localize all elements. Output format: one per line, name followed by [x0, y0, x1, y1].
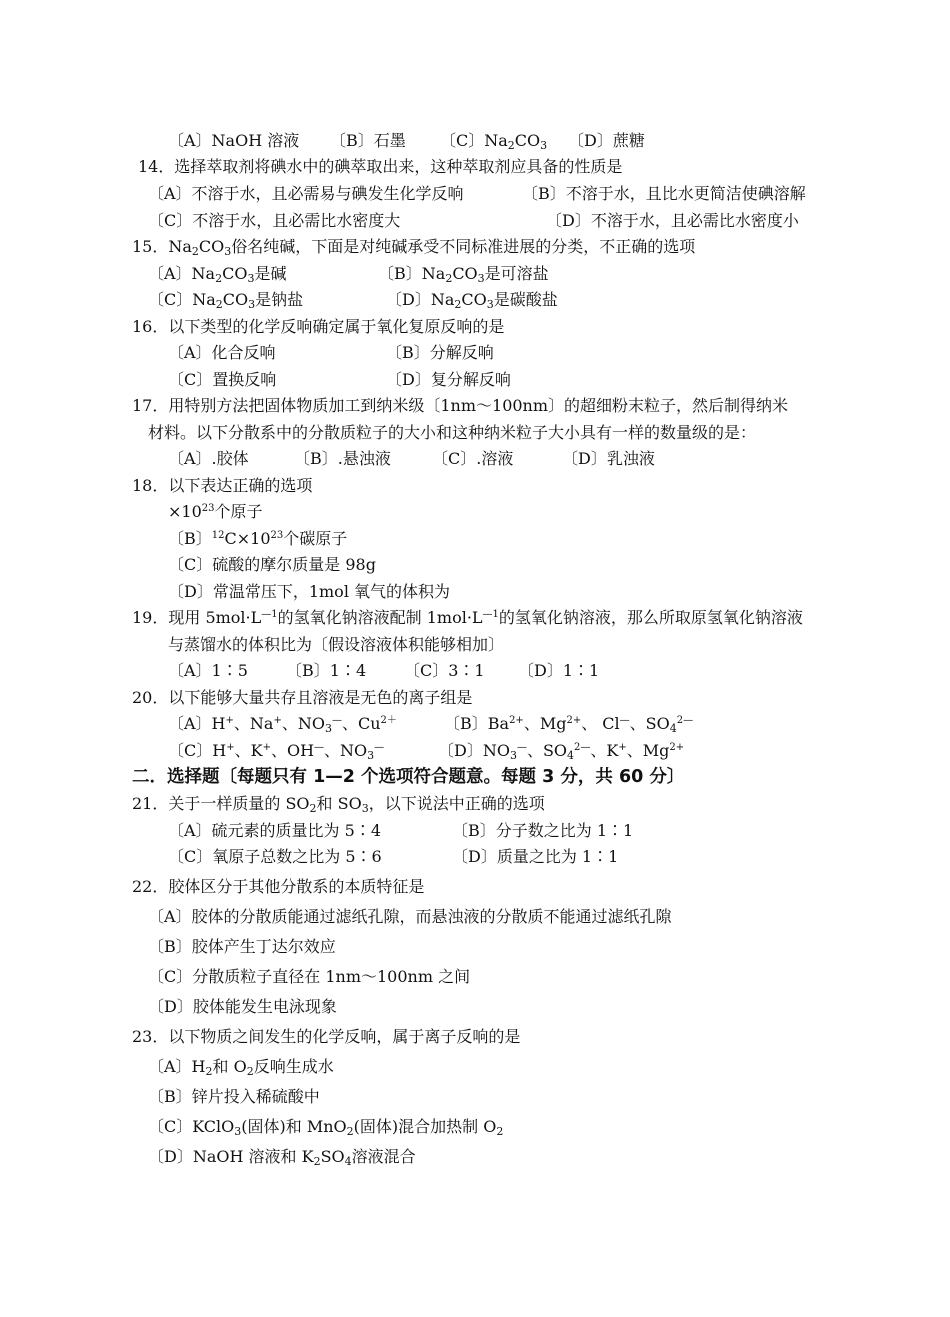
q16-option-d: 〔D〕复分解反响 — [386, 370, 511, 389]
q21-option-d: 〔D〕质量之比为 1∶1 — [452, 847, 619, 866]
q19-option-a: 〔A〕1∶5 — [168, 661, 248, 680]
q21-stem: 21．关于一样质量的 $SO_2$和 $SO_3$，以下说法中正确的选项 — [132, 794, 545, 815]
q20-option-b: 〔B〕$Ba^{2+}$、$Mg^{2+}$、 Cl—、$SO_4^{2—}$ — [444, 714, 694, 735]
q23-option-b: 〔B〕锌片投入稀硫酸中 — [148, 1087, 320, 1106]
q14-stem: 14．选择萃取剂将碘水中的碘萃取出来，这种萃取剂应具备的性质是 — [138, 157, 623, 176]
q19-option-b: 〔B〕1∶4 — [286, 661, 367, 680]
q21-option-b: 〔B〕分子数之比为 1∶1 — [452, 821, 634, 840]
q15-option-b: 〔B〕$Na_2CO_3$是可溶盐 — [378, 264, 549, 285]
q13-option-a: 〔A〕NaOH 溶液 — [168, 131, 300, 150]
q19-option-c: 〔C〕3∶1 — [404, 661, 485, 680]
q22-stem: 22．胶体区分于其他分散系的本质特征是 — [132, 877, 425, 896]
q20-option-d: 〔D〕$NO_3^—$、$SO_4^{2—}$、K+、$Mg^{2+}$ — [438, 741, 685, 762]
q15-option-a: 〔A〕$Na_2CO_3$是碱 — [148, 264, 287, 285]
q13-option-d: 〔D〕蔗糖 — [568, 131, 645, 150]
q18-option-c: 〔C〕硫酸的摩尔质量是 98g — [168, 555, 376, 574]
q23-option-a: 〔A〕$H_2$和 $O_2$反响生成水 — [148, 1057, 334, 1078]
q17-stem-line2: 材料。以下分散系中的分散质粒子的大小和这种纳米粒子大小具有一样的数量级的是： — [148, 423, 757, 442]
q19-stem-line1: 19．现用 $5mol\cdot L^{—1}$的氢氧化钠溶液配制 $1mol\cdot L^{—1}$的氢氧化钠溶液，那么所取原氢氧化钠溶液 — [132, 608, 803, 627]
q23-option-c: 〔C〕KClO$_3$(固体)和 MnO$_2$(固体)混合加热制 $O_2$ — [148, 1117, 504, 1138]
q21-option-c: 〔C〕氧原子总数之比为 5∶6 — [168, 847, 382, 866]
q16-option-a: 〔A〕化合反响 — [168, 343, 276, 362]
q20-option-c: 〔C〕H+、K+、OH—、$NO_3^—$ — [168, 741, 385, 762]
q16-option-c: 〔C〕置换反响 — [168, 370, 277, 389]
q23-option-d: 〔D〕NaOH 溶液和 $K_2SO_4$溶液混合 — [148, 1147, 416, 1168]
q16-stem: 16．以下类型的化学反响确定属于氧化复原反响的是 — [132, 317, 505, 336]
q14-option-a: 〔A〕不溶于水，且必需易与碘发生化学反响 — [148, 184, 464, 203]
q14-option-b: 〔B〕不溶于水，且比水更简洁使碘溶解 — [522, 184, 806, 203]
q16-option-b: 〔B〕分解反响 — [386, 343, 494, 362]
q15-stem: 15．$Na_2CO_3$俗名纯碱，下面是对纯碱承受不同标准进展的分类，不正确的选项 — [132, 237, 696, 258]
q14-option-d: 〔D〕不溶于水，且必需比水密度小 — [546, 211, 799, 230]
q17-option-c: 〔C〕.溶液 — [432, 449, 514, 468]
q22-option-b: 〔B〕胶体产生丁达尔效应 — [148, 937, 336, 956]
q19-stem-line2: 与蒸馏水的体积比为〔假设溶液体积能够相加〕 — [168, 635, 505, 654]
q13-option-b: 〔B〕石墨 — [330, 131, 406, 150]
q23-stem: 23．以下物质之间发生的化学反响，属于离子反响的是 — [132, 1027, 521, 1046]
q17-option-d: 〔D〕乳浊液 — [562, 449, 655, 468]
section-2-header: 二．选择题〔每题只有 1—2 个选项符合题意。每题 3 分，共 60 分〕 — [132, 767, 685, 787]
q14-option-c: 〔C〕不溶于水，且必需比水密度大 — [148, 211, 401, 230]
q20-stem: 20．以下能够大量共存且溶液是无色的离子组是 — [132, 688, 473, 707]
q21-option-a: 〔A〕硫元素的质量比为 5∶4 — [168, 821, 382, 840]
q17-option-a: 〔A〕.胶体 — [168, 449, 249, 468]
q22-option-c: 〔C〕分散质粒子直径在 1nm～100nm 之间 — [148, 967, 471, 986]
q22-option-a: 〔A〕胶体的分散质能通过滤纸孔隙，而悬浊液的分散质不能通过滤纸孔隙 — [148, 907, 672, 926]
q18-stem: 18．以下表达正确的选项 — [132, 476, 313, 495]
q13-option-c: 〔C〕$Na_2CO_3$ — [440, 131, 548, 152]
q18-option-d: 〔D〕常温常压下，1mol 氧气的体积为 — [168, 582, 451, 601]
q22-option-d: 〔D〕胶体能发生电泳现象 — [148, 997, 337, 1016]
q18-option-b: 〔B〕$^{12}C\times 10^{23}$个碳原子 — [168, 529, 348, 548]
q15-option-c: 〔C〕$Na_2CO_3$是钠盐 — [148, 290, 304, 311]
q20-option-a: 〔A〕H+、Na+、$NO_3^—$、$Cu^{2+}$ — [168, 714, 397, 735]
q19-option-d: 〔D〕1∶1 — [518, 661, 600, 680]
q17-stem-line1: 17．用特别方法把固体物质加工到纳米级〔1nm～100nm〕的超细粉末粒子，然后制得纳米 — [132, 396, 789, 415]
q18-option-a: $\times 10^{23}$个原子 — [168, 502, 263, 521]
q15-option-d: 〔D〕$Na_2CO_3$是碳酸盐 — [386, 290, 558, 311]
q17-option-b: 〔B〕.悬浊液 — [294, 449, 391, 468]
